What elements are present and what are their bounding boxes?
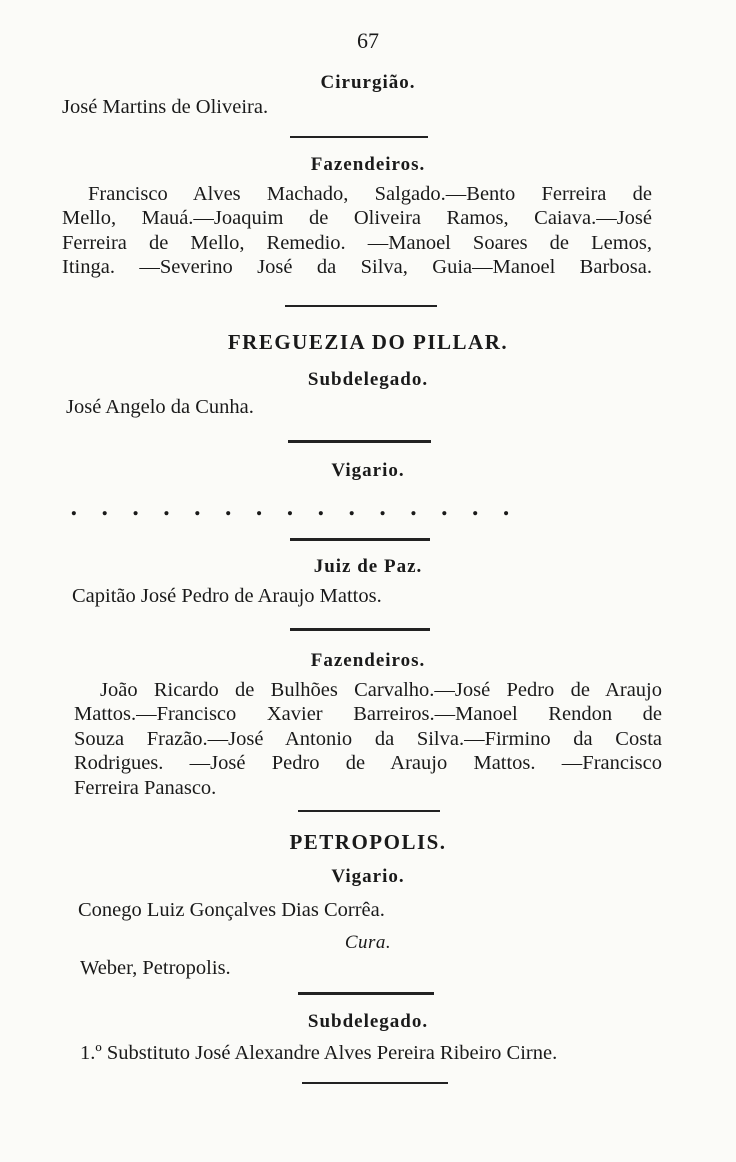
paragraph-line: João Ricardo de Bulhões Carvalho.—José Pedro de Araujo: [100, 679, 662, 701]
paragraph-line: Souza Frazão.—José Antonio da Silva.—Firmino da Costa: [74, 727, 662, 750]
paragraph-line: Mello, Mauá.—Joaquim de Oliveira Ramos, Caiava.—José: [62, 207, 652, 230]
subdelegado-name: 1.º Substituto José Alexandre Alves Pereira Ribeiro Cirne.: [80, 1042, 558, 1064]
paragraph-line: Francisco Alves Machado, Salgado.—Bento Ferreira de: [88, 183, 652, 205]
heading-subdelegado: Subdelegado.: [307, 1011, 429, 1032]
fazendeiros-paragraph: [62, 182, 652, 280]
juiz-name: Capitão José Pedro de Araujo Mattos.: [72, 585, 382, 607]
heading-subdelegado: Subdelegado.: [307, 369, 429, 390]
section-title-petropolis: PETROPOLIS.: [289, 830, 447, 854]
subdelegado-name: José Angelo da Cunha.: [66, 396, 254, 418]
paragraph-line: Mattos.—Francisco Xavier Barreiros.—Manoel Rendon de: [74, 703, 662, 726]
paragraph-line: Ferreira de Mello, Remedio. —Manoel Soares de Lemos,: [62, 231, 652, 254]
cirurgiao-name: José Martins de Oliveira.: [62, 96, 269, 118]
heading-vigario: Vigario.: [331, 460, 405, 481]
paragraph-line: Rodrigues. —José Pedro de Araujo Mattos. —Francisco: [74, 752, 662, 775]
heading-vigario: Vigario.: [331, 866, 405, 887]
divider: [290, 538, 430, 541]
divider: [285, 305, 437, 307]
divider: [290, 628, 430, 631]
paragraph-line: Itinga. —Severino José da Silva, Guia—Manoel Barbosa.: [62, 256, 652, 279]
heading-juiz-de-paz: Juiz de Paz.: [313, 556, 423, 577]
divider: [298, 810, 440, 812]
divider: [298, 992, 434, 995]
divider: [288, 440, 431, 443]
heading-cura: Cura.: [344, 932, 392, 953]
paragraph-line: Ferreira Panasco.: [74, 776, 217, 799]
section-title-pillar: FREGUEZIA DO PILLAR.: [227, 330, 509, 354]
cura-name: Weber, Petropolis.: [80, 957, 231, 979]
fazendeiros-paragraph: [74, 678, 662, 800]
heading-fazendeiros: Fazendeiros.: [310, 650, 426, 671]
divider: [302, 1082, 448, 1084]
page-number: 67: [357, 28, 379, 53]
vigario-placeholder-dots: . . . . . . . . . . . . . . .: [70, 495, 510, 521]
heading-fazendeiros: Fazendeiros.: [310, 154, 426, 175]
vigario-name: Conego Luiz Gonçalves Dias Corrêa.: [78, 899, 385, 921]
heading-cirurgiao: Cirurgião.: [320, 72, 416, 93]
divider: [290, 136, 428, 138]
